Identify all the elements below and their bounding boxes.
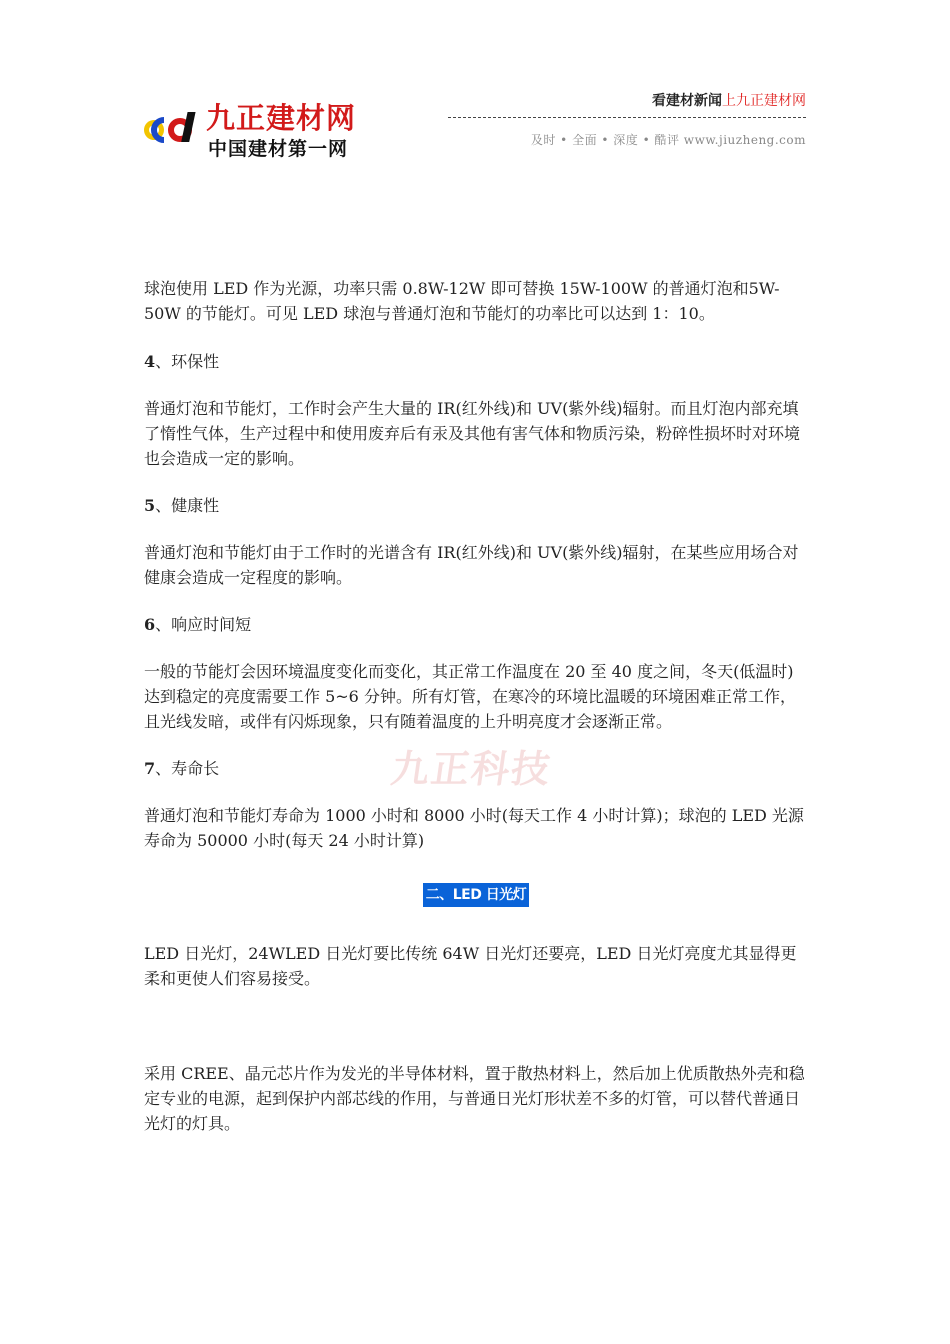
heading-text: 、寿命长	[155, 759, 220, 778]
heading-environmental	[144, 349, 808, 374]
heading-number: 6	[144, 615, 156, 634]
heading-number: 7	[144, 759, 156, 778]
section-title-led-tube: 二、LED 日光灯	[423, 883, 529, 907]
paragraph-led-tube-structure: 采用 CREE、晶元芯片作为发光的半导体材料，置于散热材料上，然后加上优质散热外壳和稳定专业的电源，起到保护内部芯线的作用，与普通日光灯形状差不多的灯管，可以替代普通日光灯的灯具。	[144, 1064, 805, 1133]
paragraph-led-tube-brightness: LED 日光灯，24WLED 日光灯要比传统 64W 日光灯还要亮，LED 日光灯亮度尤其显得更柔和更使人们容易接受。	[144, 944, 797, 988]
paragraph-environmental: 普通灯泡和节能灯，工作时会产生大量的 IR(红外线)和 UV(紫外线)辐射。而且灯泡内部充填了惰性气体，生产过程中和使用废弃后有汞及其他有害气体和物质污染，粉碎性损坏时对环境也会造成一定的影响。	[144, 399, 801, 468]
heading-number: 4	[144, 352, 156, 371]
heading-number: 5	[144, 496, 156, 515]
paragraph-bulb-power: 球泡使用 LED 作为光源，功率只需 0.8W-12W 即可替换 15W-100W 的普通灯泡和5W-50W 的节能灯。可见 LED 球泡与普通灯泡和节能灯的功率比可以达到 1：10。	[144, 279, 780, 323]
header-divider	[448, 117, 806, 118]
site-logo[interactable]	[142, 96, 374, 162]
heading-response-time	[144, 612, 808, 637]
paragraph-lifespan: 普通灯泡和节能灯寿命为 1000 小时和 8000 小时(每天工作 4 小时计算)；球泡的 LED 光源寿命为 50000 小时(每天 24 小时计算)	[144, 806, 804, 850]
heading-health	[144, 493, 808, 518]
slogan-part1: 看建材新闻	[652, 93, 722, 109]
logo-mark-icon	[142, 110, 200, 146]
logo-subtitle: 中国建材第一网	[208, 138, 349, 160]
paragraph-health: 普通灯泡和节能灯由于工作时的光谱含有 IR(红外线)和 UV(紫外线)辐射，在某些应用场合对健康会造成一定程度的影响。	[144, 543, 799, 587]
heading-text: 、健康性	[155, 496, 220, 515]
header-slogan	[652, 90, 806, 110]
paragraph-response-time: 一般的节能灯会因环境温度变化而变化，其正常工作温度在 20 至 40 度之间，冬天(低温时)达到稳定的亮度需要工作 5~6 分钟。所有灯管，在寒冷的环境比温暖的环境困难正常工作，且光线发暗，或伴有闪烁现象，只有随着温度的上升明亮度才会逐渐正常。	[144, 662, 796, 731]
logo-title: 九正建材网	[206, 101, 357, 135]
watermark: 九正科技	[388, 747, 555, 791]
article-body	[144, 276, 808, 1136]
heading-text: 、响应时间短	[155, 615, 252, 634]
heading-lifespan	[144, 756, 808, 781]
slogan-part2: 上九正建材网	[722, 93, 806, 109]
heading-text: 、环保性	[155, 352, 220, 371]
header-tagline: 及时 • 全面 • 深度 • 酷评 www.jiuzheng.com	[530, 133, 806, 147]
